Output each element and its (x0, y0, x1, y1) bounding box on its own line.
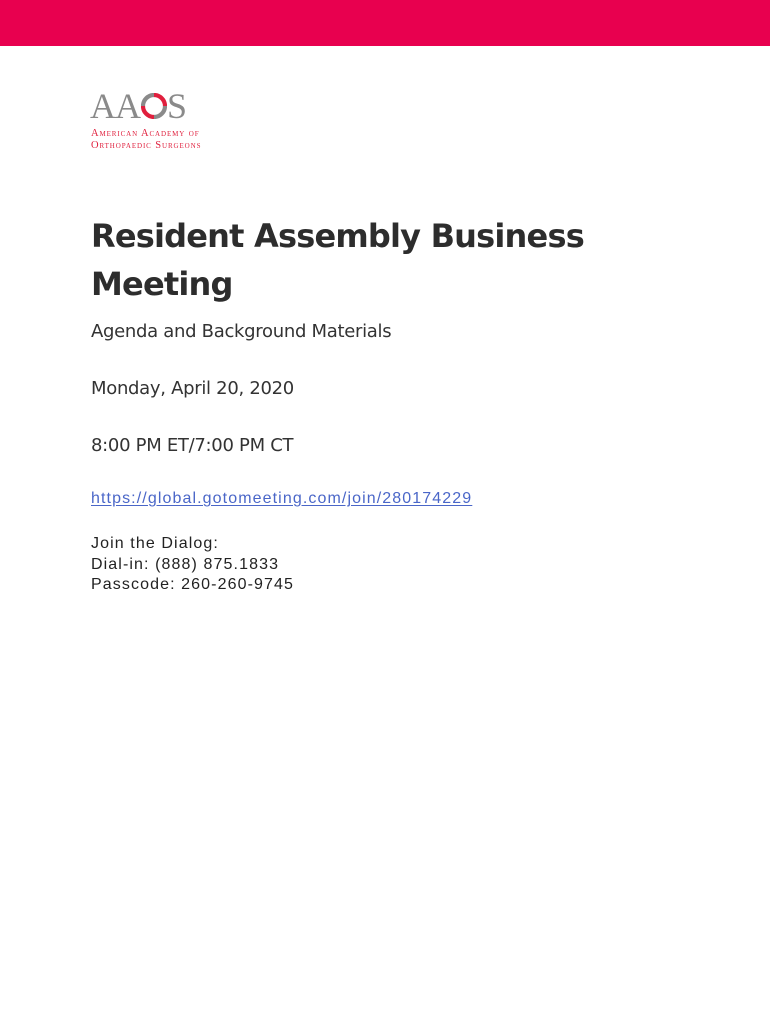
logo-mark-suffix: S (167, 86, 187, 126)
dial-passcode: Passcode: 260-260-9745 (91, 576, 294, 593)
top-accent-bar (0, 0, 770, 46)
dial-heading: Join the Dialog: (91, 535, 219, 552)
logo-wordmark (90, 88, 186, 124)
meeting-link[interactable]: https://global.gotomeeting.com/join/280174229 (91, 490, 473, 507)
document-title: Resident Assembly Business Meeting (91, 217, 584, 303)
logo-line-1: American Academy of (91, 128, 200, 139)
meeting-date: Monday, April 20, 2020 (91, 378, 294, 399)
logo-organization-name (91, 128, 201, 152)
ring-o-icon (141, 93, 167, 119)
dial-in-number: Dial-in: (888) 875.1833 (91, 555, 280, 573)
logo-line-2: Orthopaedic Surgeons (91, 140, 202, 151)
dial-in-info (91, 534, 294, 596)
meeting-time: 8:00 PM ET/7:00 PM CT (91, 435, 294, 456)
aaos-logo (90, 88, 240, 152)
logo-mark-prefix: AA (90, 86, 140, 126)
document-subtitle: Agenda and Background Materials (91, 321, 392, 342)
